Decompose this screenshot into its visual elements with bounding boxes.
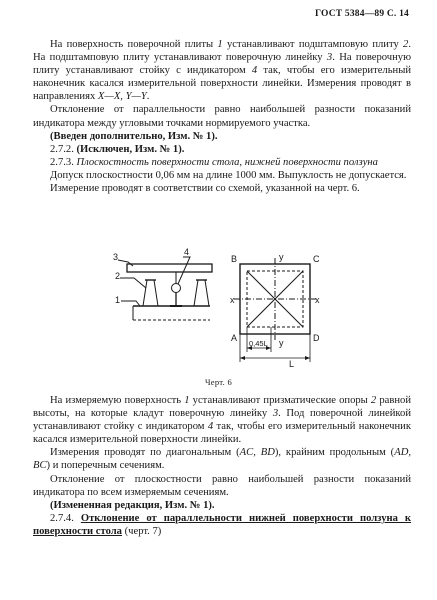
label-dim-045l: 0,45L	[249, 339, 268, 348]
note-added: (Введен дополнительно, Изм. № 1).	[50, 130, 218, 142]
label-d: D	[313, 333, 320, 343]
paragraph-deviation: Отклонение от параллельности равно наибольшей разности показаний индикатора между угловыми точками нормируемого участка.	[33, 104, 411, 129]
text-block-top	[33, 38, 411, 195]
section-2-7-2: 2.7.2. (Исключен, Изм. № 1).	[50, 143, 185, 155]
paragraph-tolerance: Допуск плоскостности 0,06 мм на длине 1000 мм. Выпуклость не допускается.	[50, 169, 407, 181]
section-2-7-3: 2.7.3. Плоскостность поверхности стола, нижней поверхности ползуна	[50, 156, 378, 168]
paragraph-sections: Измерения проводят по диагональным (AC, BD), крайним продольным (AD, BC) и поперечным сечениям.	[33, 447, 411, 472]
label-1: 1	[115, 295, 121, 305]
leader-4	[178, 257, 190, 284]
figure-6-drawing	[0, 248, 437, 388]
paragraph-scheme: Измерение проводят в соответствии со схемой, указанной на черт. 6.	[50, 183, 360, 195]
label-c: C	[313, 254, 320, 264]
label-2: 2	[115, 271, 121, 281]
leader-3	[118, 260, 133, 266]
paragraph-setup: На поверхность поверочной плиты 1 устанавливают подштамповую плиту 2. На подштамповую плиту устанавливают поверочную линейку 3. На поверочную плиту устанавливают стойку с индикатором 4 так, чтобы его измерительный наконечник касался измерительной поверхности линейки. Измерения проводят в направлениях X—X, Y—Y.	[33, 39, 411, 103]
page-header: ГОСТ 5384—89 С. 14	[315, 9, 409, 19]
leader-2	[120, 278, 146, 288]
note-revised: (Измененная редакция, Изм. № 1).	[50, 499, 215, 511]
text-block-bottom	[33, 394, 411, 538]
label-y-bottom: y	[279, 338, 284, 348]
label-x-left: x	[230, 295, 235, 305]
leader-1	[121, 301, 140, 306]
support-right	[194, 280, 209, 306]
label-3: 3	[113, 252, 119, 262]
label-dim-l: L	[289, 359, 295, 369]
label-4: 4	[184, 248, 190, 257]
support-left	[143, 280, 158, 306]
label-x-right: x	[315, 295, 320, 305]
label-b: B	[231, 254, 238, 264]
indicator-dial	[172, 284, 181, 293]
label-a: A	[231, 333, 238, 343]
label-y-top: y	[279, 252, 284, 262]
straightedge-rect	[127, 264, 212, 272]
paragraph-procedure: На измеряемую поверхность 1 устанавливают призматические опоры 2 равной высоты, на которые кладут поверочную линейку 3. Под поверочной линейкой устанавливают стойку с индикатором 4 так, чтобы его измерительный наконечник касался измерительной поверхности линейки.	[33, 395, 412, 446]
figure-caption: Черт. 6	[204, 377, 233, 387]
paragraph-flatness: Отклонение от плоскостности равно наибольшей разности показаний индикатора по всем измеряемым сечениям.	[33, 473, 411, 498]
section-2-7-4: 2.7.4. Отклонение от параллельности нижней поверхности ползуна к поверхности стола (черт. 7)	[33, 512, 412, 537]
